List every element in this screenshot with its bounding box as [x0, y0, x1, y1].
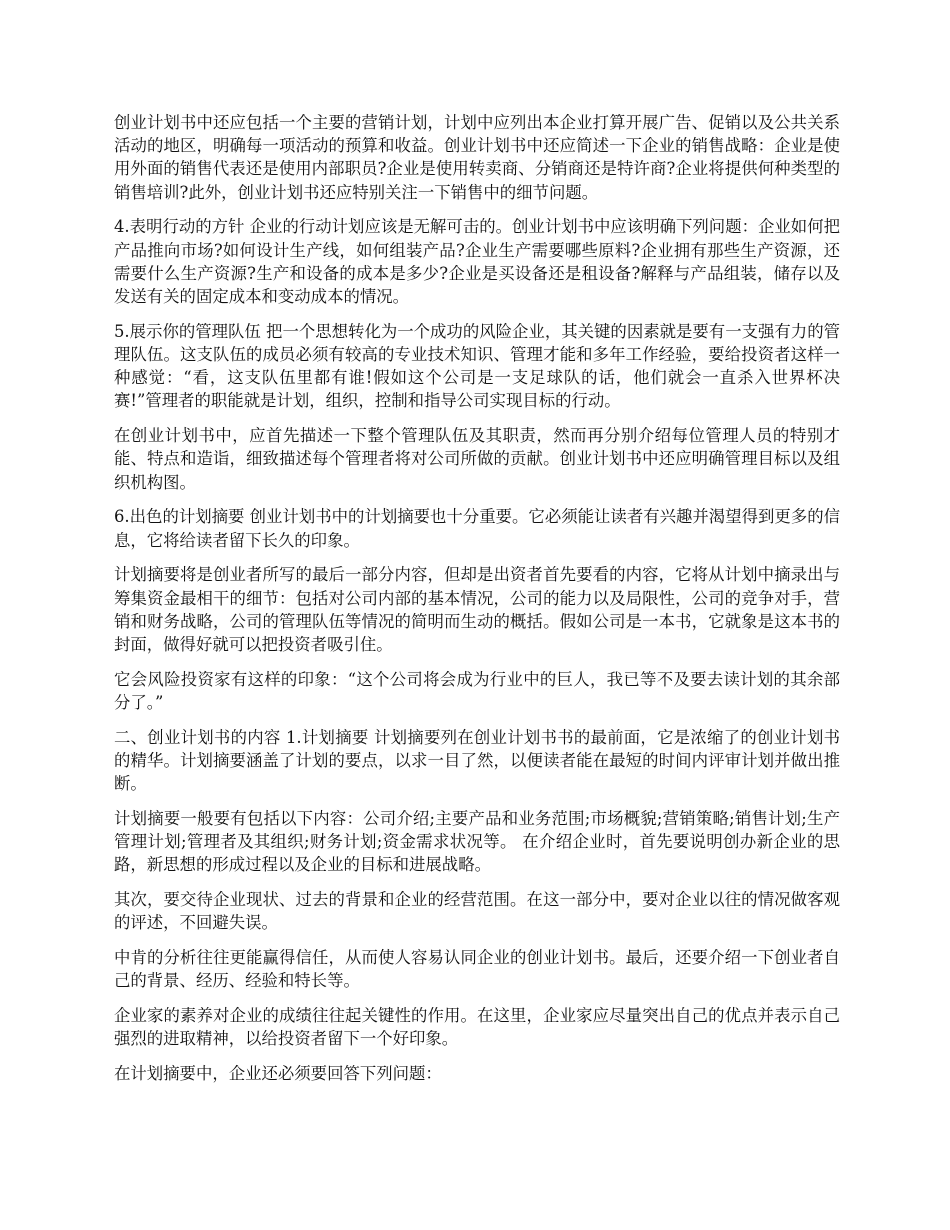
paragraph-current-status: 其次，要交待企业现状、过去的背景和企业的经营范围。在这一部分中，要对企业以往的情况做客观的评述，不回避失误。: [114, 890, 840, 933]
document-page: [114, 111, 840, 1097]
paragraph-sales-plan: 创业计划书中还应包括一个主要的营销计划，计划中应列出本企业打算开展广告、促销以及公共关系活动的地区，明确每一项活动的预算和收益。创业计划书中还应简述一下企业的销售战略：企业是使用外面的销售代表还是使用内部职员?企业是使用转卖商、分销商还是特许商?企业将提供何种类型的销售培训?此外，创业计划书还应特别关注一下销售中的细节问题。: [114, 113, 840, 202]
paragraph-action-plan: 4.表明行动的方针 企业的行动计划应该是无解可击的。创业计划书中应该明确下列问题：企业如何把产品推向市场?如何设计生产线，如何组装产品?企业生产需要哪些原料?企业拥有那些生产资源，还需要什么生产资源?生产和设备的成本是多少?企业是买设备还是租设备?解释与产品组装，储存以及发送有关的固定成本和变动成本的情况。: [114, 217, 840, 307]
paragraph-executive-summary: 6.出色的计划摘要 创业计划书中的计划摘要也十分重要。它必须能让读者有兴趣并渴望得到更多的信息，它将给读者留下长久的印象。: [114, 507, 840, 550]
paragraph-management-team: 5.展示你的管理队伍 把一个思想转化为一个成功的风险企业，其关键的因素就是要有一支强有力的管理队伍。这支队伍的成员必须有较高的专业技术知识、管理才能和多年工作经验，要给投资者这样一种感觉：“看，这支队伍里都有谁!假如这个公司是一支足球队的话，他们就会一直杀入世界杯决赛!”管理者的职能就是计划，组织，控制和指导公司实现目标的行动。: [114, 321, 840, 411]
paragraph-questions: 在计划摘要中，企业还必须要回答下列问题：: [114, 1064, 442, 1084]
paragraph-summary-details: 计划摘要将是创业者所写的最后一部分内容，但却是出资者首先要看的内容，它将从计划中摘录出与筹集资金最相干的细节：包括对公司内部的基本情况，公司的能力以及局限性，公司的竞争对手，营销和财务战略，公司的管理队伍等情况的简明而生动的概括。假如公司是一本书，它就象是这本书的封面，做得好就可以把投资者吸引住。: [114, 565, 840, 655]
paragraph-entrepreneur-quality: 企业家的素养对企业的成绩往往起关键性的作用。在这里，企业家应尽量突出自己的优点并表示自己强烈的进取精神，以给投资者留下一个好印象。: [114, 1006, 840, 1049]
paragraph-management-description: 在创业计划书中，应首先描述一下整个管理队伍及其职责，然而再分别介绍每位管理人员的特别才能、特点和造诣，细致描述每个管理者将对公司所做的贡献。创业计划书中还应明确管理目标以及组织机构图。: [114, 426, 840, 492]
paragraph-plan-contents: 二、创业计划书的内容 1.计划摘要 计划摘要列在创业计划书书的最前面，它是浓缩了的创业计划书的精华。计划摘要涵盖了计划的要点，以求一目了然，以便读者能在最短的时间内评审计划并做出推断。: [114, 727, 840, 794]
paragraph-analysis: 中肯的分析往往更能赢得信任，从而使人容易认同企业的创业计划书。最后，还要介绍一下创业者自己的背景、经历、经验和特长等。: [114, 948, 840, 991]
paragraph-investor-impression: 它会风险投资家有这样的印象：“这个公司将会成为行业中的巨人，我已等不及要去读计划的其余部分了。”: [114, 669, 840, 713]
paragraph-summary-items: 计划摘要一般要有包括以下内容：公司介绍;主要产品和业务范围;市场概貌;营销策略;销售计划;生产管理计划;管理者及其组织;财务计划;资金需求状况等。 在介绍企业时，首先要说明创办新企业的思路，新思想的形成过程以及企业的目标和进展战略。: [114, 809, 840, 875]
